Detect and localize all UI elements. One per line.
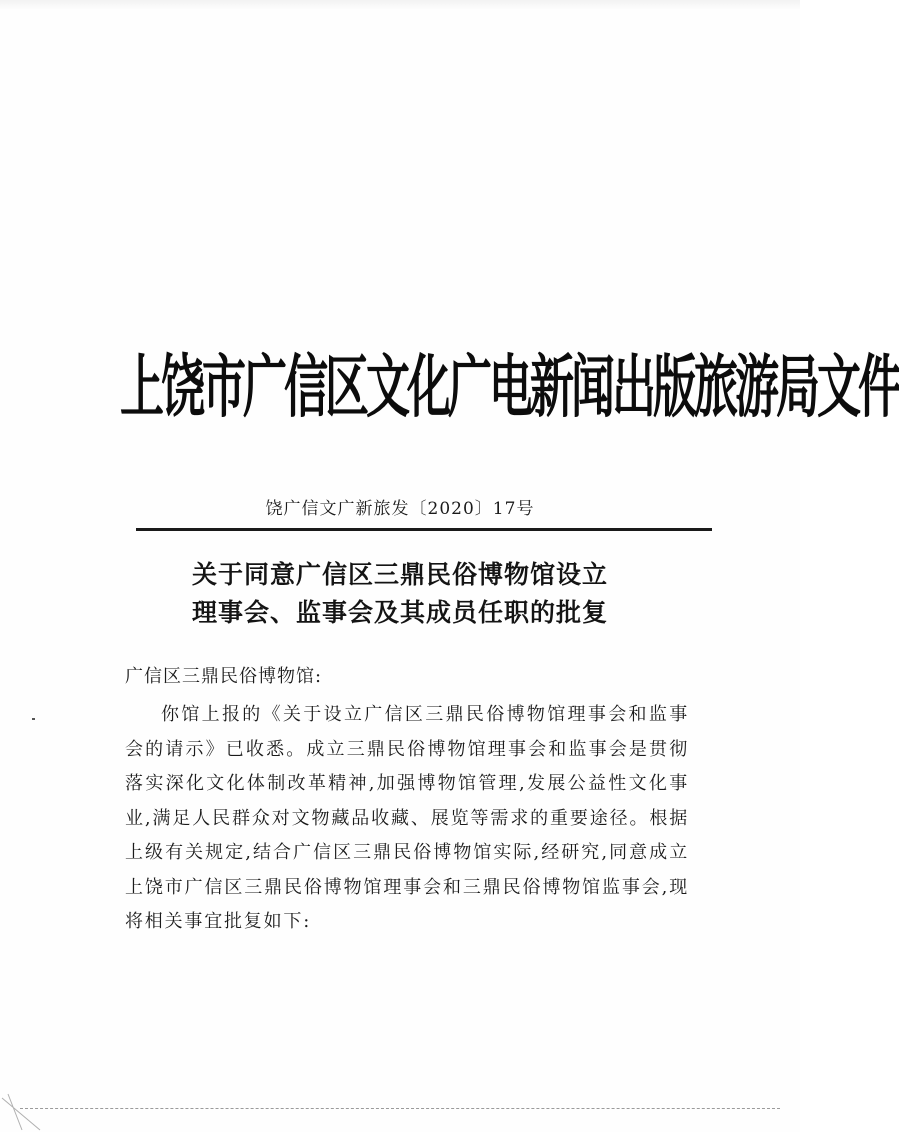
document-title — [0, 556, 800, 632]
scan-corner-mark — [0, 1092, 50, 1132]
salutation: 广信区三鼎民俗博物馆: — [125, 666, 323, 687]
document-title-line-1: 关于同意广信区三鼎民俗博物馆设立 — [191, 560, 608, 589]
document-title-line-2: 理事会、监事会及其成员任职的批复 — [191, 598, 608, 627]
issuing-authority-header: 上饶市广信区文化广电新闻出版旅游局文件 — [120, 348, 899, 428]
scan-edge-top — [0, 0, 800, 10]
document-number: 饶广信文广新旅发〔2020〕17号 — [265, 499, 535, 519]
scan-edge-bottom — [20, 1108, 780, 1109]
scan-speck — [32, 718, 35, 720]
body-paragraph: 你馆上报的《关于设立广信区三鼎民俗博物馆理事会和监事会的请示》已收悉。成立三鼎民俗博物馆理事会和监事会是贯彻落实深化文化体制改革精神,加强博物馆管理,发展公益性文化事业,满足人民群众对文物藏品收藏、展览等需求的重要途径。根据上级有关规定,结合广信区三鼎民俗博物馆实际,经研究,同意成立上饶市广信区三鼎民俗博物馆理事会和三鼎民俗博物馆监事会,现将相关事宜批复如下: — [125, 704, 689, 932]
header-separator-rule — [136, 528, 712, 531]
